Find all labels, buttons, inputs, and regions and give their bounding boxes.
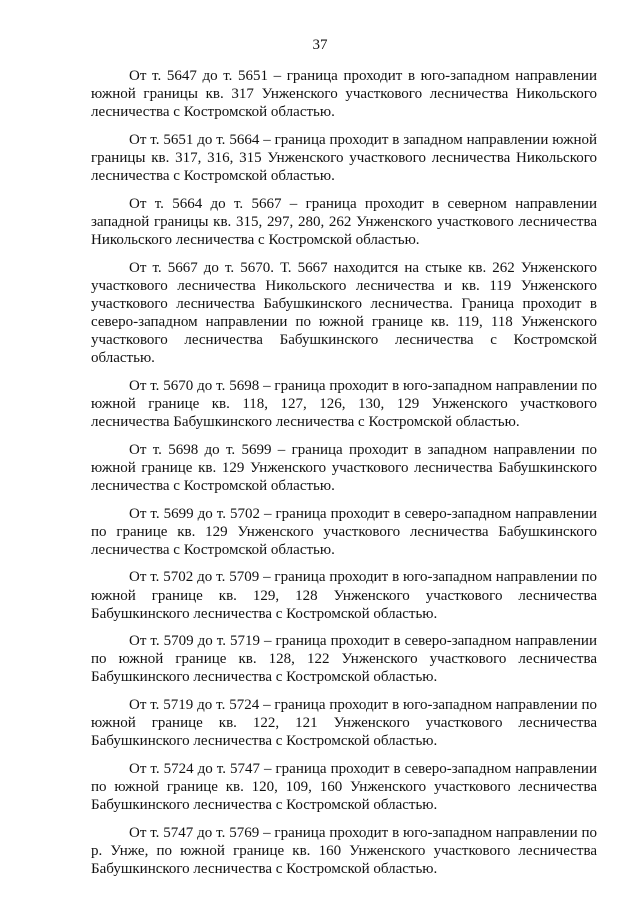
boundary-paragraph-6: От т. 5698 до т. 5699 – граница проходит в западном направлении по южной границе кв. 129 Унженского участкового лесничества Бабушкинского лесничества с Костромской областью. <box>91 441 597 494</box>
page-number: 37 <box>312 37 328 53</box>
boundary-paragraph-3: От т. 5664 до т. 5667 – граница проходит в северном направлении западной границы кв. 315, 297, 280, 262 Унженского участкового лесничества Никольского лесничества с Костромской областью. <box>91 195 597 248</box>
boundary-paragraph-8: От т. 5702 до т. 5709 – граница проходит в юго-западном направлении по южной границе кв. 129, 128 Унженского участкового лесничества Бабушкинского лесничества с Костромской областью. <box>91 569 597 622</box>
boundary-paragraph-11: От т. 5724 до т. 5747 – граница проходит в северо-западном направлении по южной границе кв. 120, 109, 160 Унженского участкового лесничества Бабушкинского лесничества с Костромской областью. <box>91 761 597 814</box>
boundary-paragraph-2: От т. 5651 до т. 5664 – граница проходит в западном направлении южной границы кв. 317, 316, 315 Унженского участкового лесничества Никольского лесничества с Костромской областью. <box>91 131 597 185</box>
boundary-paragraph-1: От т. 5647 до т. 5651 – граница проходит в юго-западном направлении южной границы кв. 317 Унженского участкового лесничества Никольского лесничества с Костромской областью. <box>91 68 597 121</box>
boundary-paragraph-12: От т. 5747 до т. 5769 – граница проходит в юго-западном направлении по р. Унже, по южной границе кв. 160 Унженского участкового лесничества Бабушкинского лесничества с Костромской областью. <box>91 824 597 878</box>
boundary-paragraph-10: От т. 5719 до т. 5724 – граница проходит в юго-западном направлении по южной границе кв. 122, 121 Унженского участкового лесничества Бабушкинского лесничества с Костромской областью. <box>91 697 597 750</box>
boundary-paragraph-7: От т. 5699 до т. 5702 – граница проходит в северо-западном направлении по границе кв. 129 Унженского участкового лесничества Бабушкинского лесничества с Костромской областью. <box>91 505 597 558</box>
boundary-paragraph-9: От т. 5709 до т. 5719 – граница проходит в северо-западном направлении по южной границе кв. 128, 122 Унженского участкового лесничества Бабушкинского лесничества с Костромской областью. <box>91 633 597 686</box>
boundary-paragraph-4: От т. 5667 до т. 5670. Т. 5667 находится на стыке кв. 262 Унженского участкового лесничества Никольского лесничества и кв. 119 Унженского участкового лесничества Бабушкинского лесничества. Граница проходит в северо-западном направлении по южной границе кв. 119, 118 Унженского участкового лесничества Бабушкинского лесничества с Костромской областью. <box>91 259 597 367</box>
document-body <box>91 67 597 888</box>
boundary-paragraph-5: От т. 5670 до т. 5698 – граница проходит в юго-западном направлении по южной границе кв. 118, 127, 126, 130, 129 Унженского участкового лесничества Бабушкинского лесничества с Костромской областью. <box>91 377 597 430</box>
